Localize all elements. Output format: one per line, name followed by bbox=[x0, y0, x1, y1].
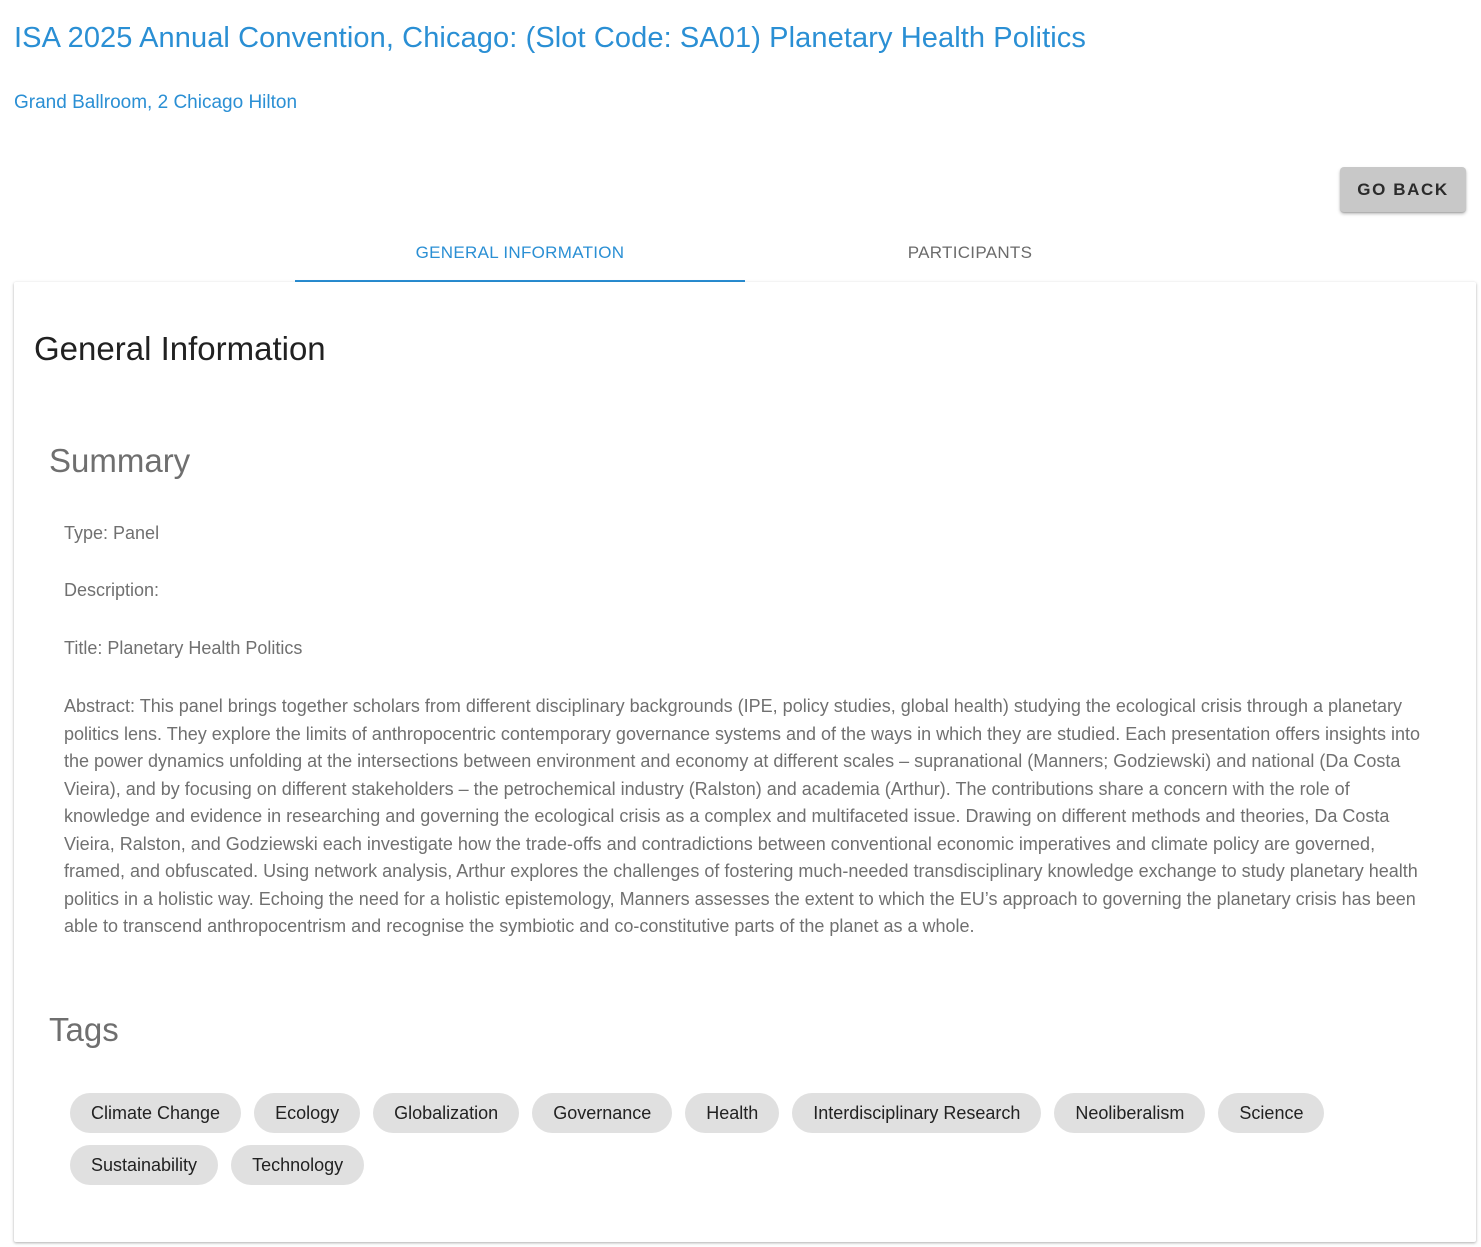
page-title: ISA 2025 Annual Convention, Chicago: (Slot Code: SA01) Planetary Health Politics bbox=[14, 22, 1086, 54]
tag-chip-ecology[interactable]: Ecology bbox=[254, 1093, 360, 1133]
tags-heading: Tags bbox=[49, 1011, 119, 1048]
type-field: Type: Panel bbox=[64, 523, 160, 543]
tab-participants[interactable]: PARTICIPANTS bbox=[907, 243, 1033, 262]
tag-list bbox=[70, 1093, 1360, 1185]
tab-general-information[interactable]: GENERAL INFORMATION bbox=[415, 243, 625, 262]
abstract-text: Abstract: This panel brings together scholars from different disciplinary backgrounds (IPE, policy studies, global health) studying the ecological crisis through a planetary politics lens. They explore the limits of anthropocentric contemporary governance systems and of the ways in which they are studied. Each presentation offers insights into the power dynamics unfolding at the intersections between environment and economy at different scales – supranational (Manners; Godziewski) and national (Da Costa Vieira), and by focusing on different stakeholders – the petrochemical industry (Ralston) and academia (Arthur). The contributions share a concern with the role of knowledge and evidence in researching and governing the ecological crisis as a complex and multifaceted issue. Drawing on different methods and theories, Da Costa Vieira, Ralston, and Godziewski each investigate how the trade-offs and contradictions between conventional economic imperatives and climate policy are governed, framed, and obfuscated. Using network analysis, Arthur explores the challenges of fostering much-needed transdisciplinary knowledge exchange to study planetary health politics in a holistic way. Echoing the need for a holistic epistemology, Manners assesses the extent to which the EU’s approach to governing the planetary crisis has been able to transcend anthropocentrism and recognise the symbiotic and co-constitutive parts of the planet as a whole. bbox=[64, 696, 1421, 936]
general-information-card bbox=[14, 282, 1476, 1242]
go-back-button[interactable]: GO BACK bbox=[1340, 167, 1466, 212]
description-field: Description: bbox=[64, 580, 160, 600]
summary-heading: Summary bbox=[49, 442, 191, 479]
tag-chip-climate-change[interactable]: Climate Change bbox=[70, 1093, 241, 1133]
tag-chip-globalization[interactable]: Globalization bbox=[373, 1093, 519, 1133]
venue-link[interactable]: Grand Ballroom, 2 Chicago Hilton bbox=[14, 92, 298, 113]
title-field: Title: Planetary Health Politics bbox=[64, 638, 303, 658]
tag-chip-technology[interactable]: Technology bbox=[231, 1145, 364, 1185]
card-title: General Information bbox=[34, 330, 326, 367]
tag-chip-sustainability[interactable]: Sustainability bbox=[70, 1145, 218, 1185]
tag-chip-health[interactable]: Health bbox=[685, 1093, 779, 1133]
tag-chip-neoliberalism[interactable]: Neoliberalism bbox=[1054, 1093, 1205, 1133]
tag-chip-governance[interactable]: Governance bbox=[532, 1093, 672, 1133]
tag-chip-science[interactable]: Science bbox=[1218, 1093, 1324, 1133]
tag-chip-interdisciplinary-research[interactable]: Interdisciplinary Research bbox=[792, 1093, 1041, 1133]
tab-bar bbox=[295, 226, 1195, 282]
